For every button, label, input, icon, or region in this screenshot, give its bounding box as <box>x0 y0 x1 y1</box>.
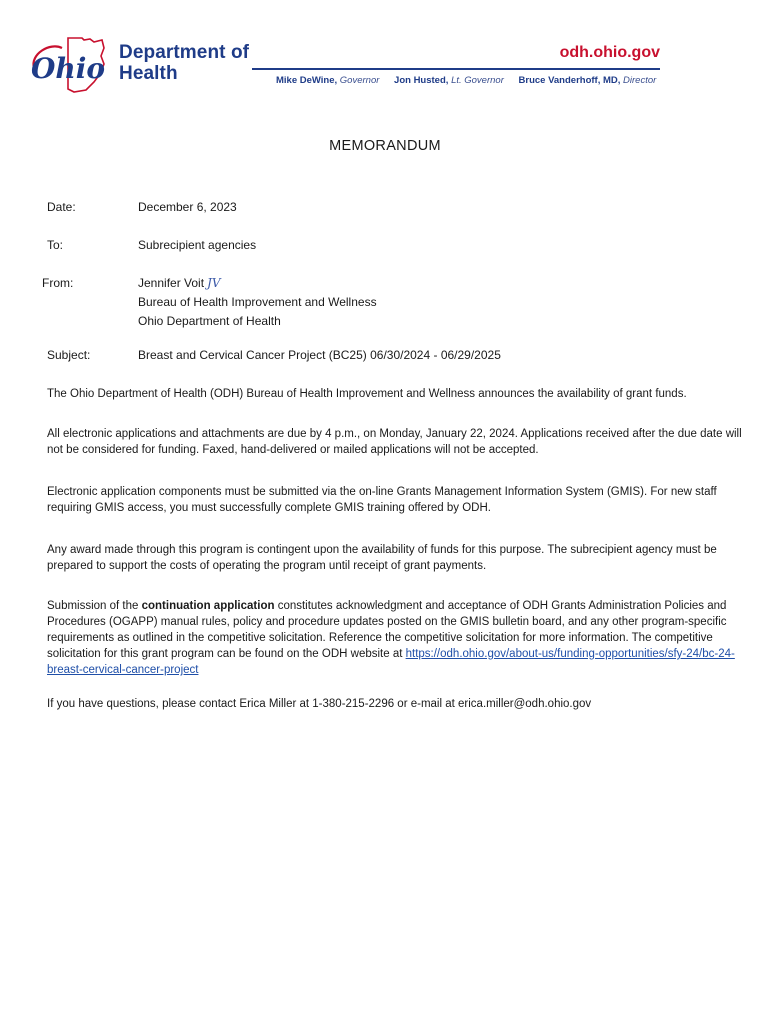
ohio-logo <box>28 34 110 96</box>
official-director: Bruce Vanderhoff, MD, Director <box>518 75 657 86</box>
to-value: Subrecipient agencies <box>138 238 257 252</box>
department-line1: Department of <box>119 42 250 63</box>
date-value: December 6, 2023 <box>138 200 237 214</box>
paragraph-contingent-award: Any award made through this program is contingent upon the availability of funds for this purpose. The subrecipient agency must be prepared to support the costs of operating the program until receipt of grant payments. <box>47 544 717 572</box>
from-bureau: Bureau of Health Improvement and Wellness <box>138 295 377 309</box>
to-label: To: <box>47 238 64 252</box>
subject-label: Subject: <box>47 348 91 362</box>
official-lt-governor: Jon Husted, Lt. Governor <box>394 75 504 86</box>
paragraph-grant-announcement: The Ohio Department of Health (ODH) Bureau of Health Improvement and Wellness announces the availability of grant funds. <box>47 388 687 400</box>
from-block <box>138 274 377 331</box>
continuation-application-emphasis: continuation application <box>141 600 275 612</box>
official-governor: Mike DeWine, Governor <box>276 75 380 86</box>
svg-text:Ohio: Ohio <box>31 52 106 85</box>
officials-line <box>276 75 668 86</box>
date-label: Date: <box>47 200 76 214</box>
from-dept: Ohio Department of Health <box>138 314 281 328</box>
paragraph-due-date: All electronic applications and attachments are due by 4 p.m., on Monday, January 22, 2024. Applications received after the due date will not be considered for funding. Faxed, hand-delivered or mailed applications will not be accepted. <box>47 428 742 456</box>
website-link[interactable]: odh.ohio.gov <box>559 44 660 61</box>
memo-title: MEMORANDUM <box>329 138 441 154</box>
from-label: From: <box>42 276 74 290</box>
from-name-line <box>138 274 377 293</box>
from-name: Jennifer Voit <box>138 276 205 290</box>
paragraph-contact: If you have questions, please contact Erica Miller at 1-380-215-2296 or e-mail at erica.miller@odh.ohio.gov <box>47 698 592 710</box>
department-line2: Health <box>119 63 178 84</box>
paragraph-continuation: Submission of the continuation application constitutes acknowledgment and acceptance of ODH Grants Administration Policies and Procedures (OGAPP) manual rules, policy and procedure updates posted on the GMIS bulletin board, and any other program-specific requirements as outlined in the competitive solicitation. Reference the competitive solicitation for more information. The competitive solicitation for this grant program can be found on the ODH website at https://odh.ohio.gov/about-us/funding-opportunities/sfy-24/bc-24-breast-cervical-cancer-project <box>47 600 735 676</box>
department-name <box>119 42 249 84</box>
header-rule <box>252 68 660 70</box>
signature-initials: JV <box>207 276 221 290</box>
paragraph-gmis: Electronic application components must be submitted via the on-line Grants Management Information System (GMIS). For new staff requiring GMIS access, you must successfully complete GMIS training offered by ODH. <box>47 486 717 514</box>
subject-value: Breast and Cervical Cancer Project (BC25) 06/30/2024 - 06/29/2025 <box>138 348 501 362</box>
funding-opportunity-link[interactable]: https://odh.ohio.gov/about-us/funding-opportunities/sfy-24/bc-24-breast-cervical-cancer-project <box>47 648 735 676</box>
